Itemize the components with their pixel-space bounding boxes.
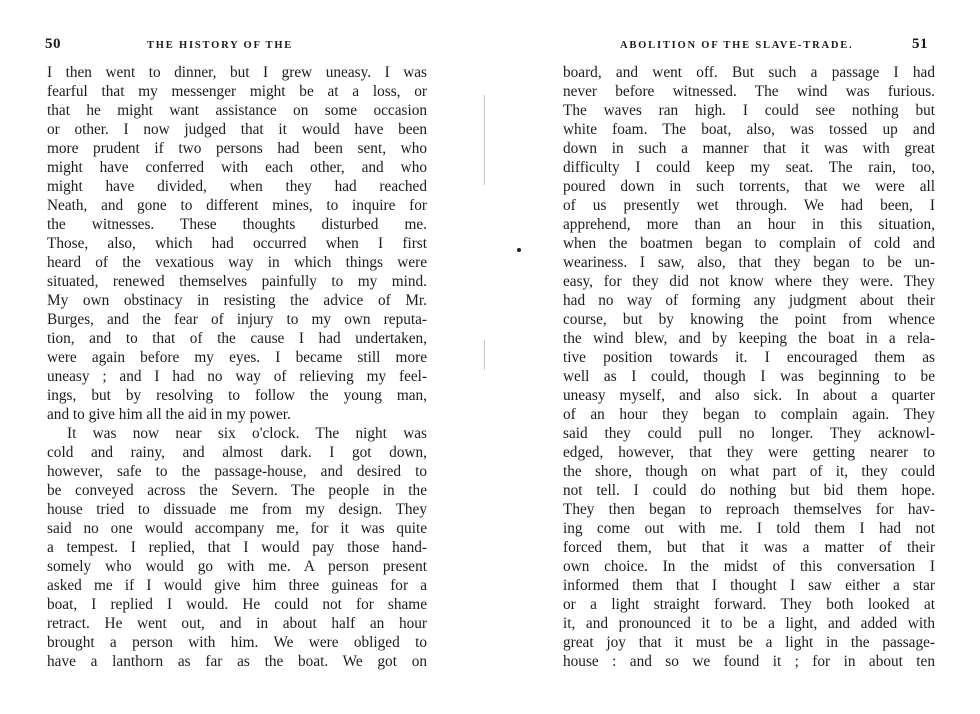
body-text: [563, 63, 935, 671]
text-line: were again before my eyes. I became still more: [47, 349, 427, 366]
right-page: [490, 0, 980, 714]
text-line: weariness. I saw, also, that they began to be un-: [563, 254, 935, 271]
text-line: have a lanthorn as far as the boat. We got on: [47, 653, 427, 670]
text-line: retract. He went out, and in about half an hour: [47, 615, 427, 632]
text-line: a tempest. I replied, that I would pay those hand-: [47, 539, 427, 556]
text-line: My own obstinacy in resisting the advice of Mr.: [47, 292, 427, 309]
text-line: cold and rainy, and almost dark. I got down,: [47, 444, 427, 461]
text-line: might have conferred with each other, and who: [47, 159, 427, 176]
text-line: edged, however, that they were getting nearer to: [563, 444, 935, 461]
text-line: situated, renewed themselves painfully to my mind.: [47, 273, 427, 290]
text-line: house : and so we found it ; for in about ten: [563, 653, 935, 670]
text-line: The waves ran high. I could see nothing but: [563, 102, 935, 119]
text-line: the shore, though on what part of it, they could: [563, 463, 935, 480]
text-line: however, safe to the passage-house, and desired to: [47, 463, 427, 480]
text-line: tion, and to that of the cause I had undertaken,: [47, 330, 427, 347]
text-line: that he might want assistance on some occasion: [47, 102, 427, 119]
text-line: fearful that my messenger might be at a loss, or: [47, 83, 427, 100]
text-line: tive position towards it. I encouraged them as: [563, 349, 935, 366]
text-line: uneasy ; and I had no way of relieving my feel-: [47, 368, 427, 385]
text-line: never before witnessed. The wind was furious.: [563, 83, 935, 100]
text-line: said they could pull no longer. They acknowl-: [563, 425, 935, 442]
text-line: I then went to dinner, but I grew uneasy. I was: [47, 64, 427, 81]
running-head: THE HISTORY OF THE: [147, 40, 294, 51]
text-line: when the boatmen began to complain of cold and: [563, 235, 935, 252]
text-line: ing come out with me. I told them I had not: [563, 520, 935, 537]
text-line: or other. I now judged that it would have been: [47, 121, 427, 138]
text-line: great joy that it must be a light in the passage-: [563, 634, 935, 651]
body-text: [47, 63, 427, 671]
text-line: brought a person with him. We were obliged to: [47, 634, 427, 651]
text-line: the wind blew, and by keeping the boat in a rela-: [563, 330, 935, 347]
text-line: apprehend, more than an hour in this situation,: [563, 216, 935, 233]
text-line: of us presently wet through. We had been, I: [563, 197, 935, 214]
text-line: more prudent if two persons had been sent, who: [47, 140, 427, 157]
text-line: Those, also, which had occurred when I first: [47, 235, 427, 252]
text-line: down in such a manner that it was with great: [563, 140, 935, 157]
text-line: might have divided, when they had reached: [47, 178, 427, 195]
text-line: not tell. I could do nothing but bid them hope.: [563, 482, 935, 499]
text-line: easy, for they did not know where they were. They: [563, 273, 935, 290]
text-line: house tried to dissuade me from my design. They: [47, 501, 427, 518]
text-line: board, and went off. But such a passage I had: [563, 64, 935, 81]
text-line: It was now near six o'clock. The night was: [67, 425, 427, 442]
text-line: course, but by knowing the point from whence: [563, 311, 935, 328]
text-line: and to give him all the aid in my power.: [47, 406, 291, 423]
text-line: had no way of forming any judgment about their: [563, 292, 935, 309]
text-line: be conveyed across the Severn. The people in the: [47, 482, 427, 499]
text-line: boat, I replied I would. He could not for shame: [47, 596, 427, 613]
text-line: informed them that I thought I saw either a star: [563, 577, 935, 594]
text-line: white foam. The boat, also, was tossed up and: [563, 121, 935, 138]
text-line: it, and pronounced it to be a light, and added with: [563, 615, 935, 632]
text-line: asked me if I would give him three guineas for a: [47, 577, 427, 594]
text-line: ings, but by resolving to follow the young man,: [47, 387, 427, 404]
gutter-fold-mark: [484, 340, 485, 370]
text-line: uneasy myself, and also sick. In about a quarter: [563, 387, 935, 404]
text-line: own choice. In the midst of this conversation I: [563, 558, 935, 575]
page-number: 51: [912, 36, 928, 52]
text-line: Neath, and gone to different mines, to inquire for: [47, 197, 427, 214]
text-line: well as I could, though I was beginning to be: [563, 368, 935, 385]
text-line: somely who would go with me. A person present: [47, 558, 427, 575]
text-line: poured down in such torrents, that we were all: [563, 178, 935, 195]
text-line: Burges, and the fear of injury to my own reputa-: [47, 311, 427, 328]
text-line: of an hour they began to complain again. They: [563, 406, 935, 423]
page-number: 50: [45, 36, 61, 52]
text-line: said no one would accompany me, for it was quite: [47, 520, 427, 537]
running-head: ABOLITION OF THE SLAVE-TRADE.: [620, 40, 854, 51]
text-line: heard of the vexatious way in which things were: [47, 254, 427, 271]
gutter-fold-mark: [484, 95, 485, 185]
text-line: the witnesses. These thoughts disturbed me.: [47, 216, 427, 233]
text-line: forced them, but that it was a matter of their: [563, 539, 935, 556]
text-line: difficulty I could keep my seat. The rain, too,: [563, 159, 935, 176]
text-line: or a light straight forward. They both looked at: [563, 596, 935, 613]
text-line: They then began to reproach themselves for hav-: [563, 501, 935, 518]
